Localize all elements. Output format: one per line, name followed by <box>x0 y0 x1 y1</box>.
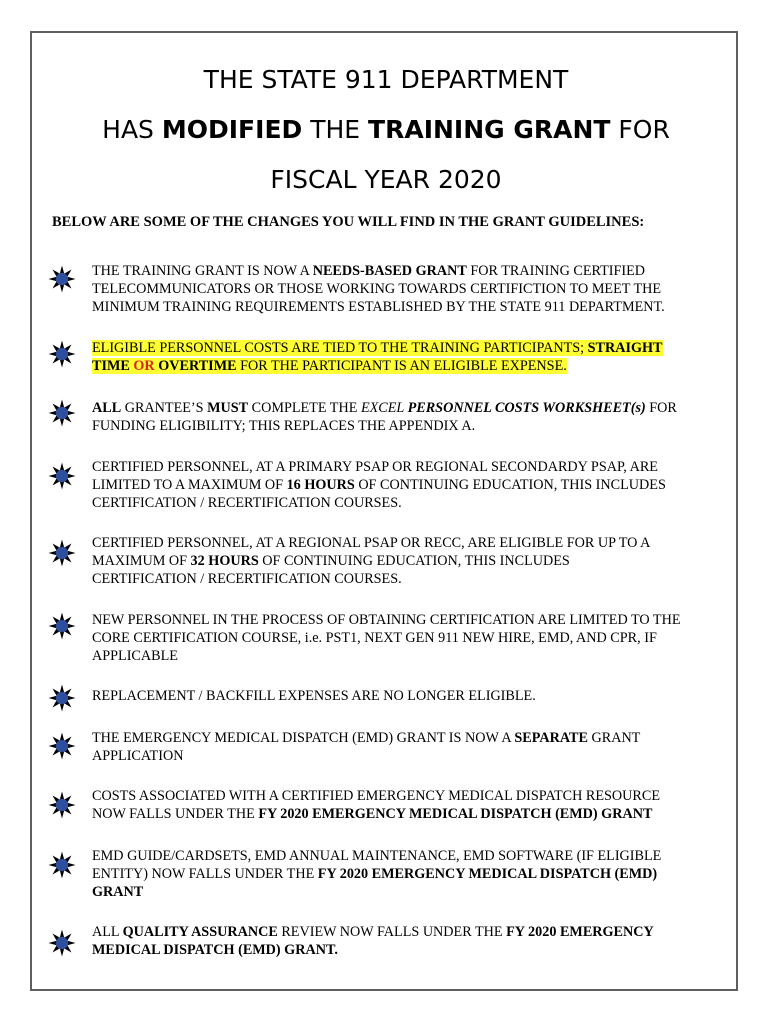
star-burst-icon <box>48 265 76 293</box>
bullet-text: ALL QUALITY ASSURANCE REVIEW NOW FALLS UNDER THE FY 2020 EMERGENCY MEDICAL DISPATCH (EMD) GRANT. <box>92 924 654 958</box>
bullet-text: CERTIFIED PERSONNEL, AT A REGIONAL PSAP OR RECC, ARE ELIGIBLE FOR UP TO A MAXIMUM OF 32 HOURS OF CONTINUING EDUCATION, THIS INCLUDES CERTIFICATION / RECERTIFICATION COURSES. <box>92 535 651 587</box>
star-burst-icon <box>48 539 76 567</box>
star-burst-icon <box>48 851 76 879</box>
document-frame <box>30 31 738 991</box>
title-line-1: THE STATE 911 DEPARTMENT <box>203 65 569 94</box>
star-burst-icon <box>48 612 76 640</box>
bullet-text: COSTS ASSOCIATED WITH A CERTIFIED EMERGENCY MEDICAL DISPATCH RESOURCE NOW FALLS UNDER THE FY 2020 EMERGENCY MEDICAL DISPATCH (EMD) GRANT <box>92 788 661 822</box>
title-line-3: FISCAL YEAR 2020 <box>270 165 502 194</box>
bullet-text: THE EMERGENCY MEDICAL DISPATCH (EMD) GRANT IS NOW A SEPARATE GRANT APPLICATION <box>92 730 641 764</box>
title-line-2: HAS MODIFIED THE TRAINING GRANT FOR <box>102 115 670 144</box>
bullet-text: REPLACEMENT / BACKFILL EXPENSES ARE NO LONGER ELIGIBLE. <box>92 688 536 704</box>
star-burst-icon <box>48 684 76 712</box>
bullet-text: ELIGIBLE PERSONNEL COSTS ARE TIED TO THE TRAINING PARTICIPANTS; STRAIGHT TIME OR OVERTIME FOR THE PARTICIPANT IS AN ELIGIBLE EXPENSE. <box>92 340 663 374</box>
bullet-text: NEW PERSONNEL IN THE PROCESS OF OBTAINING CERTIFICATION ARE LIMITED TO THE CORE CERTIFICATION COURSE, i.e. PST1, NEXT GEN 911 NEW HIRE, EMD, AND CPR, IF APPLICABLE <box>92 612 681 664</box>
bullet-text: THE TRAINING GRANT IS NOW A NEEDS-BASED GRANT FOR TRAINING CERTIFIED TELECOMMUNICATORS OR THOSE WORKING TOWARDS CERTIFICTION TO MEET THE MINIMUM TRAINING REQUIREMENTS ESTABLISHED BY THE STATE 911 DEPARTMENT. <box>92 263 665 315</box>
star-burst-icon <box>48 791 76 819</box>
subheading: BELOW ARE SOME OF THE CHANGES YOU WILL FIND IN THE GRANT GUIDELINES: <box>52 214 645 230</box>
star-burst-icon <box>48 732 76 760</box>
star-burst-icon <box>48 340 76 368</box>
bullet-text: EMD GUIDE/CARDSETS, EMD ANNUAL MAINTENANCE, EMD SOFTWARE (IF ELIGIBLE ENTITY) NOW FALLS UNDER THE FY 2020 EMERGENCY MEDICAL DISPATCH (EMD) GRANT <box>92 848 662 900</box>
star-burst-icon <box>48 462 76 490</box>
star-burst-icon <box>48 399 76 427</box>
star-burst-icon <box>48 929 76 957</box>
bullet-text: CERTIFIED PERSONNEL, AT A PRIMARY PSAP OR REGIONAL SECONDARDY PSAP, ARE LIMITED TO A MAXIMUM OF 16 HOURS OF CONTINUING EDUCATION, THIS INCLUDES CERTIFICATION / RECERTIFICATION COURSES. <box>92 459 666 511</box>
bullet-text: ALL GRANTEE’S MUST COMPLETE THE EXCEL PERSONNEL COSTS WORKSHEET(s) FOR FUNDING ELIGIBILITY; THIS REPLACES THE APPENDIX A. <box>92 400 677 434</box>
